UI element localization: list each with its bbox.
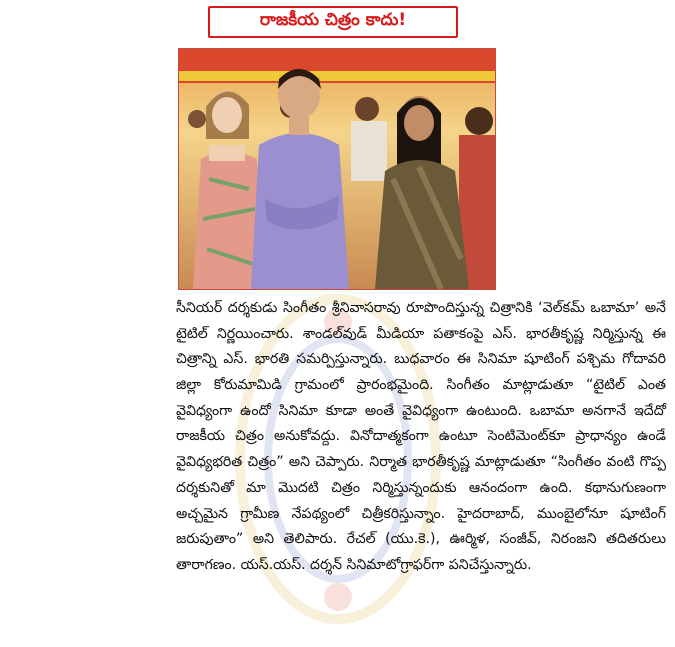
article-line: అచ్చమైన గ్రామీణ నేపథ్యంలో చిత్రీకరిస్తున్నాం. హైదరాబాద్, ముంబైలోనూ షూటింగ్: [176, 505, 666, 522]
photo-illustration: [179, 49, 495, 289]
article-body: [176, 296, 666, 579]
article-line: సీనియర్ దర్శకుడు సింగీతం శ్రీనివాసరావు రూపొందిస్తున్న చిత్రానికి ‘వెల్‌కమ్ ఒబామా’ అనే: [176, 300, 666, 316]
article-line: జిల్లా కోరుమామిడి గ్రామంలో ప్రారంభమైంది. సింగీతం మాట్లాడుతూ “టైటిల్ ఎంత: [176, 377, 666, 394]
article-line: టైటిల్ నిర్ణయించారు. శాండల్‌వుడ్ మీడియా పతాకంపై ఎస్. భారతీకృష్ణ నిర్మిస్తున్న ఈ: [176, 325, 666, 342]
article-line: వైవిధ్యభరిత చిత్రం” అని చెప్పారు. నిర్మాత భారతీకృష్ణ మాట్లాడుతూ “సింగీతం వంటి గొప్ప: [176, 454, 666, 471]
article-line: రాజకీయ చిత్రం అనుకోవద్దు. వినోదాత్మకంగా ఉంటూ సెంటిమెంట్‌కూ ప్రాధాన్యం ఉండే: [176, 428, 666, 445]
article-line: దర్శకునితో మా మొదటి చిత్రం నిర్మిస్తున్నందుకు ఆనందంగా ఉంది. కథానుగుణంగా: [176, 479, 666, 496]
article-line: చిత్రాన్ని ఎస్. భారతి సమర్పిస్తున్నారు. బుధవారం ఈ సినిమా షూటింగ్ పశ్చిమ గోదావరి: [176, 351, 666, 368]
article-line: వైవిధ్యంగా ఉందో సినిమా కూడా అంతే వైవిధ్యంగా ఉంటుంది. ఒబామా అనగానే ఇదేదో: [176, 402, 666, 419]
headline: రాజకీయ చిత్రం కాదు!: [259, 10, 407, 30]
headline-box: [208, 6, 458, 38]
article-photo: [178, 48, 496, 290]
article-line: తారాగణం. యస్.యస్. దర్శన్ సినిమాటోగ్రాఫర్‌గా పనిచేస్తున్నారు.: [176, 556, 532, 573]
article-line: జరుపుతాం” అని తెలిపారు. రేచల్ (యు.కె.), ఊర్మిళ, సంజీవ్, నిరంజని తదితరులు: [176, 531, 666, 548]
